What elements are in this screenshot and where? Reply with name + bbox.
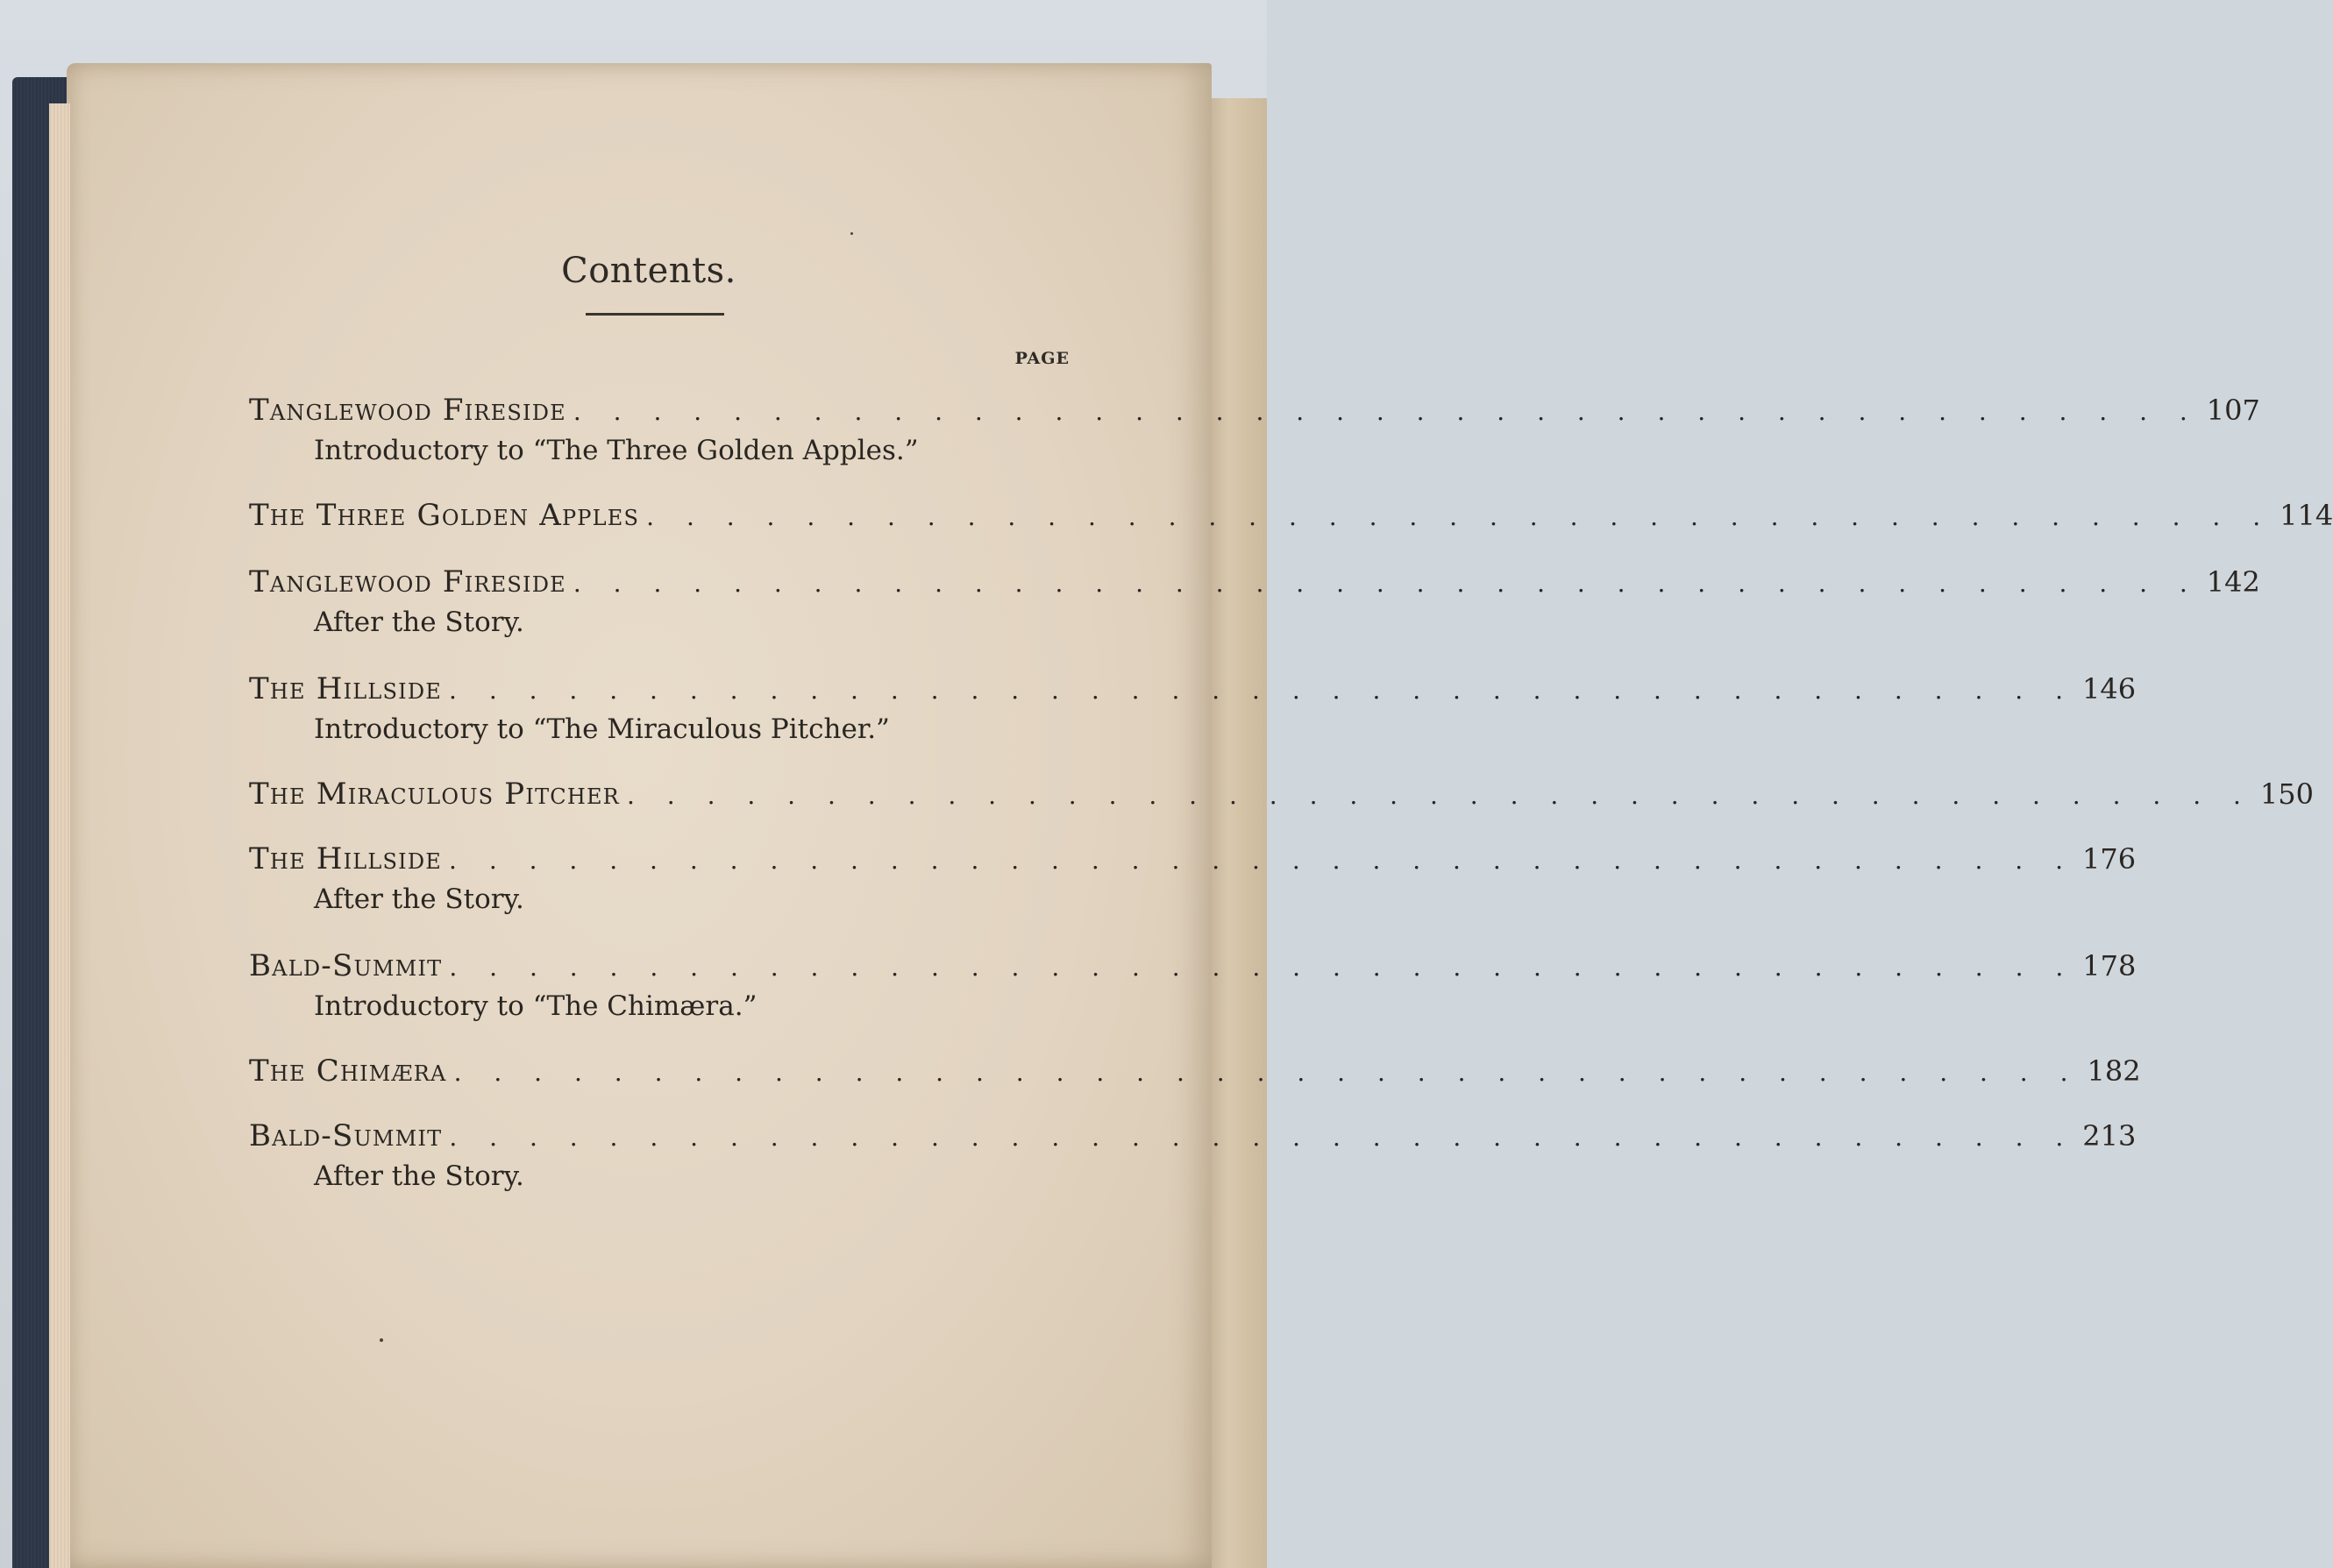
entry-title: The Miraculous Pitcher xyxy=(249,777,620,812)
entry-title: The Hillside xyxy=(249,671,443,706)
toc-entry xyxy=(249,777,2314,812)
entry-page-number: 213 xyxy=(2082,1119,2137,1153)
entry-subtitle: After the Story. xyxy=(314,607,524,638)
paper-speck xyxy=(850,232,853,235)
entry-title: Bald-Summit xyxy=(249,1118,443,1153)
leader-dots: . . . . . . . . . . . . . . . . . . . . . . . . . . . . . . . . . . . . . . . . . xyxy=(449,1123,2076,1152)
entry-page-number: 107 xyxy=(2206,394,2260,427)
entry-page-number: 178 xyxy=(2082,949,2137,983)
entry-title: The Chimæra xyxy=(249,1054,447,1089)
toc-entry xyxy=(249,498,2333,533)
entry-subtitle: Introductory to “The Chimæra.” xyxy=(314,990,758,1022)
leader-dots: . . . . . . . . . . . . . . . . . . . . . . . . . . . . . . . . . . . . . . . . . xyxy=(573,569,2200,598)
page-column-header: PAGE xyxy=(1014,349,1070,368)
entry-page-number: 114 xyxy=(2280,499,2333,532)
entry-page-number: 146 xyxy=(2081,672,2137,706)
entry-title: The Hillside xyxy=(249,841,443,876)
toc-entry xyxy=(249,1118,2137,1192)
entry-title: Tanglewood Fireside xyxy=(249,393,566,428)
leader-dots: . . . . . . . . . . . . . . . . . . . . . . . . . . . . . . . . . . . . . . . . . xyxy=(626,781,2253,810)
entry-subtitle: After the Story. xyxy=(314,883,524,915)
entry-title: Bald-Summit xyxy=(249,948,443,983)
entry-subtitle: Introductory to “The Three Golden Apples.” xyxy=(314,435,919,466)
leader-dots: . . . . . . . . . . . . . . . . . . . . . . . . . . . . . . . . . . . . . . . . . xyxy=(449,953,2076,982)
entry-page-number: 176 xyxy=(2081,842,2137,876)
leader-dots: . . . . . . . . . . . . . . . . . . . . . . . . . . . . . . . . . . . . . . . . . xyxy=(449,676,2075,705)
leader-dots: . . . . . . . . . . . . . . . . . . . . . . . . . . . . . . . . . . . . . . . . . xyxy=(646,502,2273,531)
page-title: Contents. xyxy=(561,251,736,291)
entry-title: Tanglewood Fireside xyxy=(249,564,566,600)
paper-speck xyxy=(380,1338,383,1342)
toc-entry xyxy=(249,393,2260,466)
toc-entry xyxy=(249,671,2137,745)
toc-entry xyxy=(249,564,2260,638)
entry-page-number: 142 xyxy=(2206,565,2260,599)
entry-page-number: 182 xyxy=(2087,1054,2141,1088)
toc-entry xyxy=(249,841,2137,915)
entry-page-number: 150 xyxy=(2259,777,2314,811)
entry-subtitle: Introductory to “The Miraculous Pitcher.” xyxy=(314,713,890,745)
entry-title: The Three Golden Apples xyxy=(249,498,640,533)
leader-dots: . . . . . . . . . . . . . . . . . . . . . . . . . . . . . . . . . . . . . . . . . xyxy=(449,846,2075,875)
leader-dots: . . . . . . . . . . . . . . . . . . . . . . . . . . . . . . . . . . . . . . . . . xyxy=(453,1058,2080,1087)
toc-entry xyxy=(249,948,2137,1022)
entry-subtitle: After the Story. xyxy=(314,1160,524,1192)
toc-entry xyxy=(249,1054,2141,1089)
leader-dots: . . . . . . . . . . . . . . . . . . . . . . . . . . . . . . . . . . . . . . . . . xyxy=(573,397,2200,426)
